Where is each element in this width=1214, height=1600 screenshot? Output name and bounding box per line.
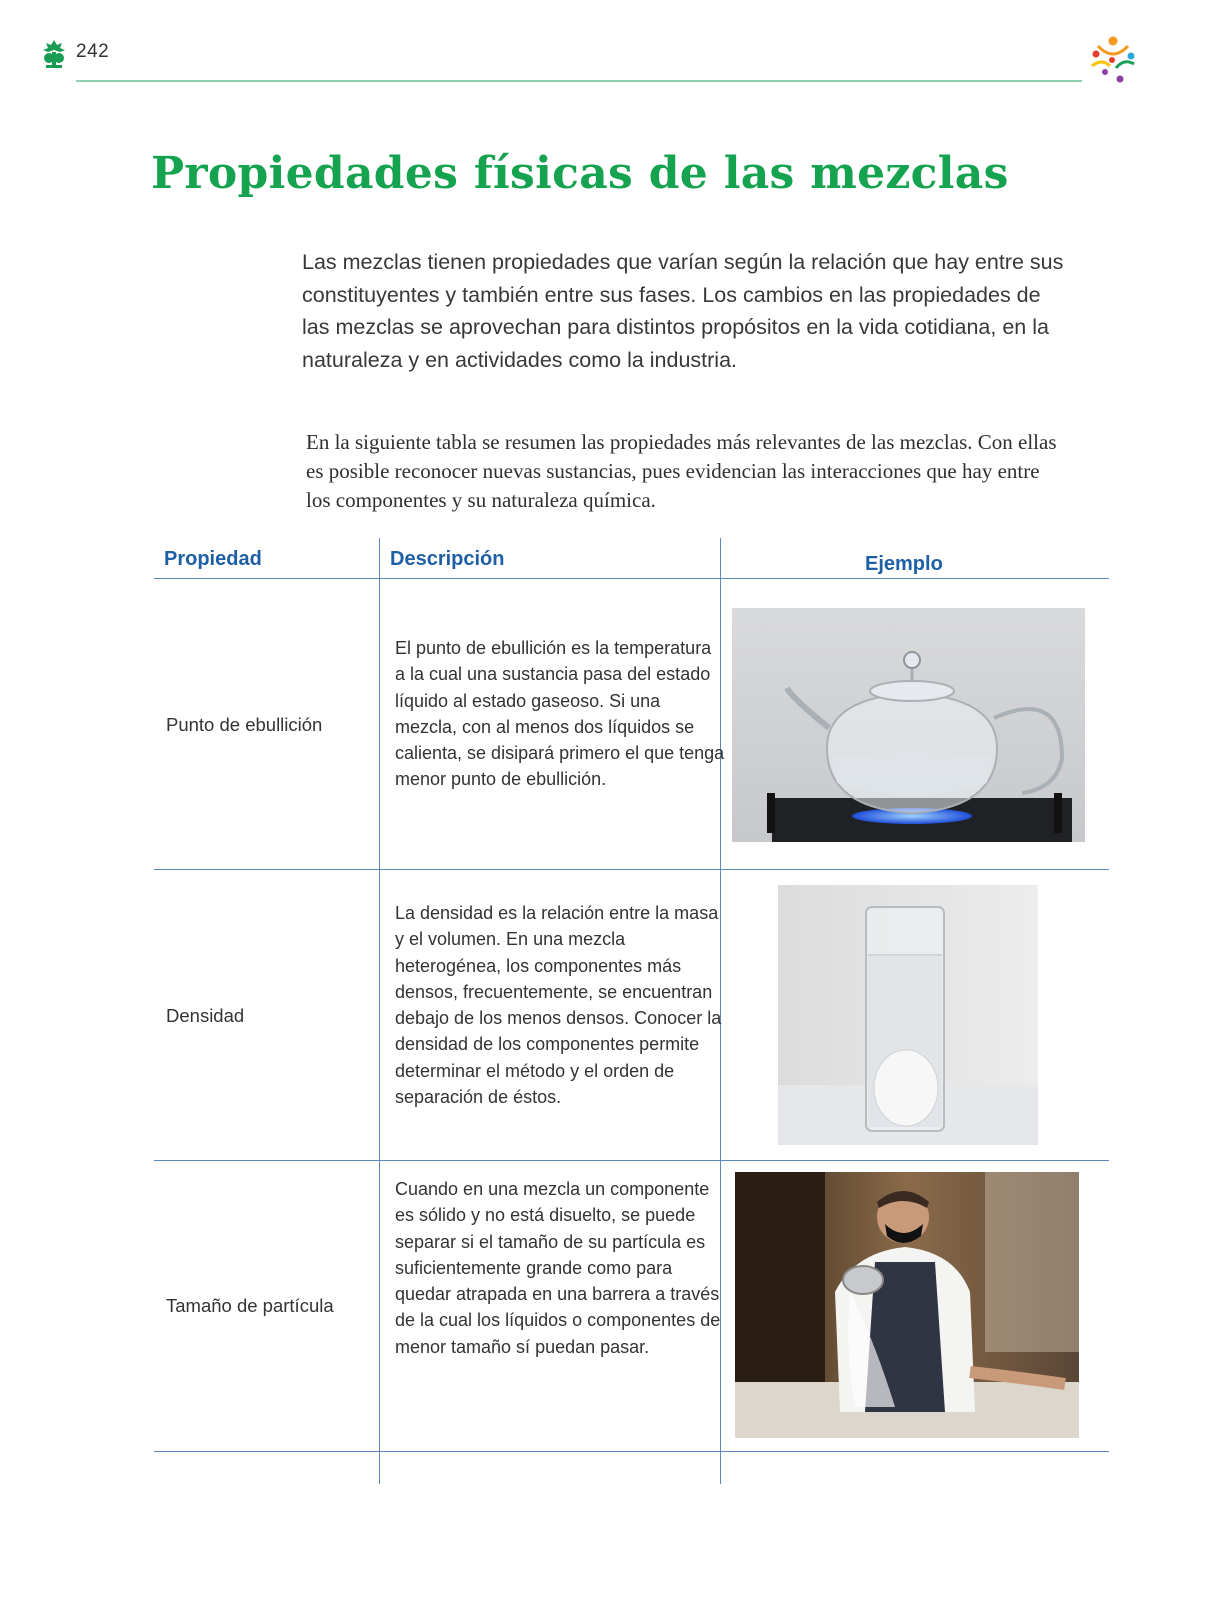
page-title: Propiedades físicas de las mezclas <box>151 148 1009 199</box>
page-header <box>0 0 1214 90</box>
property-boiling-point: Punto de ebullición <box>166 714 323 735</box>
header-property: Propiedad <box>164 548 262 570</box>
description-boiling-point: El punto de ebullición es la temperatura a la cual una sustancia pasa del estado líquido al estado gaseoso. Si una mezcla, con al menos dos líquidos se calienta, se disipará primero el que tenga menor punto de ebullición. <box>395 638 725 790</box>
glass-teapot-on-stove-photo <box>732 608 1085 842</box>
row-divider <box>154 1451 1109 1452</box>
chef-sifting-flour-photo <box>735 1172 1079 1438</box>
row-divider <box>154 869 1109 870</box>
summary-paragraph: En la siguiente tabla se resumen las propiedades más relevantes de las mezclas. Con ellas es posible reconocer nuevas sustancias, pues evidencian las interacciones que hay entre los componentes y su naturaleza química. <box>306 430 1057 512</box>
property-particle-size: Tamaño de partícula <box>166 1295 334 1316</box>
page-number: 242 <box>76 41 110 62</box>
header-rule <box>76 80 1082 82</box>
egg-in-water-glass-photo <box>778 885 1038 1145</box>
decorative-plant-icon <box>41 38 67 70</box>
property-density: Densidad <box>166 1005 245 1026</box>
description-particle-size: Cuando en una mezcla un componente es sólido y no está disuelto, se puede separar si el tamaño de su partícula es suficientemente grande como para quedar atrapada en una barrera a través de la cual los líquidos o componentes de menor tamaño sí puedan pasar. <box>395 1179 721 1357</box>
header-description: Descripción <box>390 548 505 570</box>
header-rule-line <box>154 578 1109 579</box>
header-example: Ejemplo <box>865 553 943 575</box>
properties-table <box>154 548 1109 1484</box>
row-divider <box>154 1160 1109 1161</box>
column-divider <box>379 538 380 1484</box>
intro-paragraph: Las mezclas tienen propiedades que varían según la relación que hay entre sus constituyentes y también entre sus fases. Los cambios en las propiedades de las mezclas se aprovechan para distintos propósitos en la vida cotidiana, en la naturaleza y en actividades como la industria. <box>302 250 1064 372</box>
description-density: La densidad es la relación entre la masa y el volumen. En una mezcla heterogénea, los componentes más densos, frecuentemente, se encuentran debajo de los menos densos. Conocer la densidad de los componentes permite determinar el método y el orden de separación de éstos. <box>395 903 722 1108</box>
colorful-people-logo-icon <box>1088 32 1138 86</box>
